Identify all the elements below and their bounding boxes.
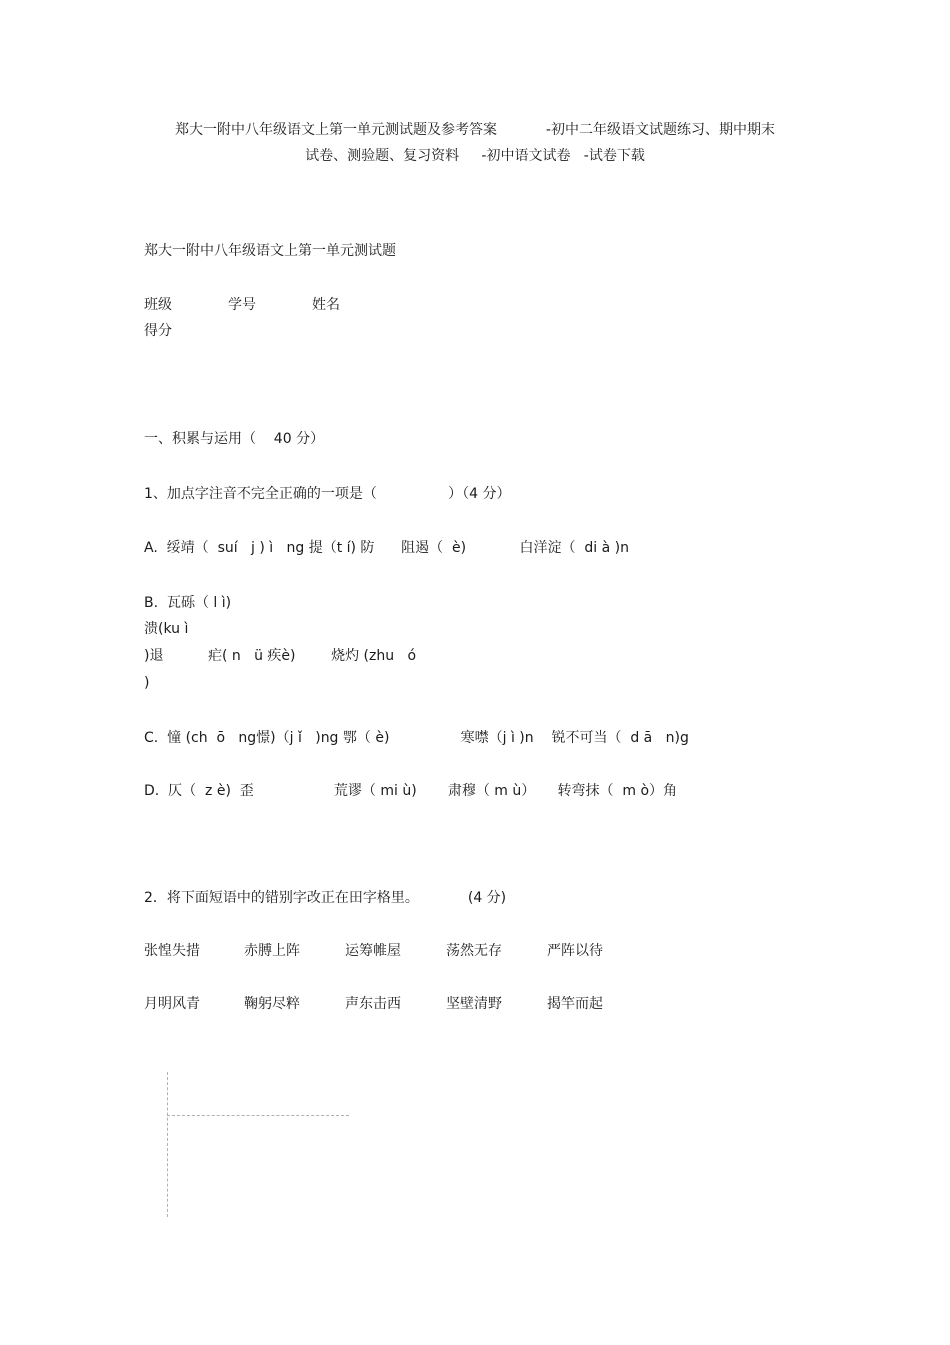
phrase-item: 鞠躬尽粹 — [244, 996, 300, 1012]
phrase-item: 荡然无存 — [446, 943, 502, 959]
question-1-option-b-line-3: )退 疟( n ü 疾è) 烧灼 (zhu ó — [144, 648, 417, 664]
student-id-label: 学号 — [228, 297, 256, 313]
phrase-item: 严阵以待 — [547, 943, 603, 959]
phrase-item: 运筹帷屋 — [345, 943, 401, 959]
question-1-option-c: C. 憧 (ch ō ng憬)（j ǐ )ng 鄂（ è) 寒噤（j ì )n 锐不可当（ d ā n)g — [144, 730, 689, 746]
answer-grid-vertical-line — [167, 1072, 168, 1217]
phrase-item: 揭竿而起 — [547, 996, 603, 1012]
question-1-option-a: A. 绥靖（ suí j ) ì ng 提（t í) 防 阻遏（ è) 白洋淀（ di à )n — [144, 540, 630, 556]
score-label: 得分 — [144, 323, 172, 339]
phrase-item: 声东击西 — [345, 996, 401, 1012]
section-1-heading: 一、积累与运用（ 40 分） — [144, 431, 325, 447]
answer-grid-horizontal-line — [167, 1115, 349, 1116]
name-label: 姓名 — [312, 297, 340, 313]
question-1-option-b-line-2: 溃(ku ì — [144, 621, 189, 637]
phrase-item: 张惶失措 — [144, 943, 200, 959]
document-title-line-2: 试卷、测验题、复习资料 -初中语文试卷 -试卷下载 — [305, 148, 645, 164]
test-subtitle: 郑大一附中八年级语文上第一单元测试题 — [144, 243, 396, 259]
phrase-item: 月明风青 — [144, 996, 200, 1012]
question-2-stem: 2．将下面短语中的错别字改正在田字格里。 (4 分) — [144, 890, 507, 906]
question-1-option-d: D. 仄（ z è) 歪 荒谬（ mi ù) 肃穆（ m ù） 转弯抹（ m ò）角 — [144, 783, 678, 799]
question-1-option-b-line-1: B. 瓦砾（ l ì) — [144, 595, 232, 611]
question-1-option-b-line-4: ) — [144, 675, 150, 691]
document-title-line-1: 郑大一附中八年级语文上第一单元测试题及参考答案 -初中二年级语文试题练习、期中期末 — [174, 122, 775, 138]
question-1-stem: 1、加点字注音不完全正确的一项是（ ）（4 分） — [144, 486, 511, 502]
class-label: 班级 — [144, 297, 172, 313]
phrase-item: 赤膊上阵 — [244, 943, 300, 959]
phrase-item: 坚壁清野 — [446, 996, 502, 1012]
